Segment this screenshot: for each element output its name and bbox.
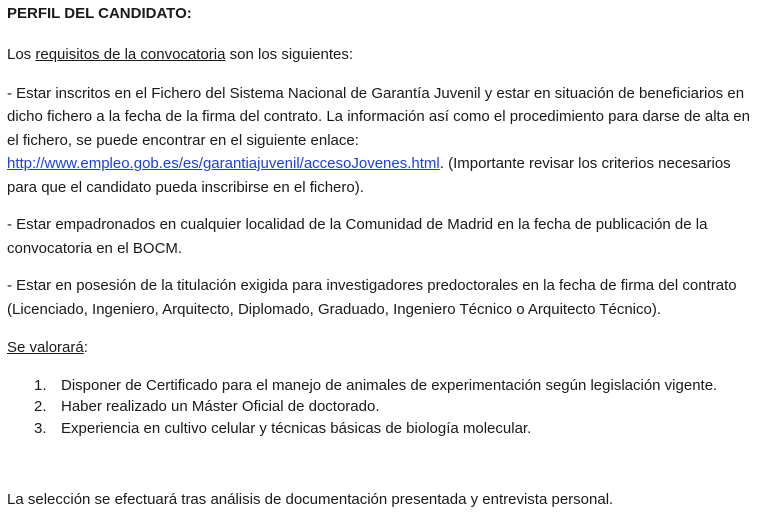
requirement-2-paragraph: - Estar empadronados en cualquier localidad de la Comunidad de Madrid en la fecha de publicación de la convocatoria en el BOCM. <box>7 216 708 257</box>
requirement-1-note: . (Importante revisar los criterios necesarios para que el candidato pueda inscribirse en el fichero). <box>7 155 731 196</box>
list-item-text: Disponer de Certificado para el manejo de animales de experimentación según legislación vigente. <box>61 376 718 394</box>
list-item <box>7 375 752 397</box>
list-item-text: Haber realizado un Máster Oficial de doctorado. <box>61 398 380 415</box>
section-title: PERFIL DEL CANDIDATO: <box>7 5 192 22</box>
requirement-3-paragraph: - Estar en posesión de la titulación exigida para investigadores predoctorales en la fecha de firma del contrato (Licenciado, Ingeniero, Arquitecto, Diplomado, Graduado, Ingeniero Técnico o Arquitecto Técnico). <box>7 277 737 318</box>
requirement-1-paragraph <box>7 82 752 200</box>
intro-paragraph <box>7 43 752 67</box>
valued-items-list <box>7 375 752 440</box>
requirement-1-text: - Estar inscritos en el Fichero del Sistema Nacional de Garantía Juvenil y estar en situación de beneficiarios en dicho fichero a la fecha de la firma del contrato. La información así como el procedimiento para darse de alta en el fichero, se puede encontrar en el siguiente enlace: <box>7 84 750 149</box>
closing-paragraph: La selección se efectuará tras análisis de documentación presentada y entrevista personal. <box>7 491 614 508</box>
valued-heading <box>7 336 752 360</box>
garantia-juvenil-link[interactable]: http://www.empleo.gob.es/es/garantiajuvenil/accesoJovenes.html <box>7 155 440 172</box>
valued-heading-colon: : <box>83 339 88 356</box>
intro-suffix: son los siguientes: <box>225 46 354 63</box>
list-item-text: Experiencia en cultivo celular y técnicas básicas de biología molecular. <box>61 419 532 437</box>
list-item-number: 3. <box>34 419 47 437</box>
list-item-number: 2. <box>34 398 47 415</box>
list-item <box>7 396 752 418</box>
valued-heading-underlined: Se valorará <box>7 339 84 356</box>
document <box>7 4 752 511</box>
list-item-number: 1. <box>34 376 47 394</box>
intro-prefix: Los <box>7 46 36 63</box>
requirements-underlined-text: requisitos de la convocatoria <box>35 46 226 63</box>
list-item <box>7 418 752 440</box>
